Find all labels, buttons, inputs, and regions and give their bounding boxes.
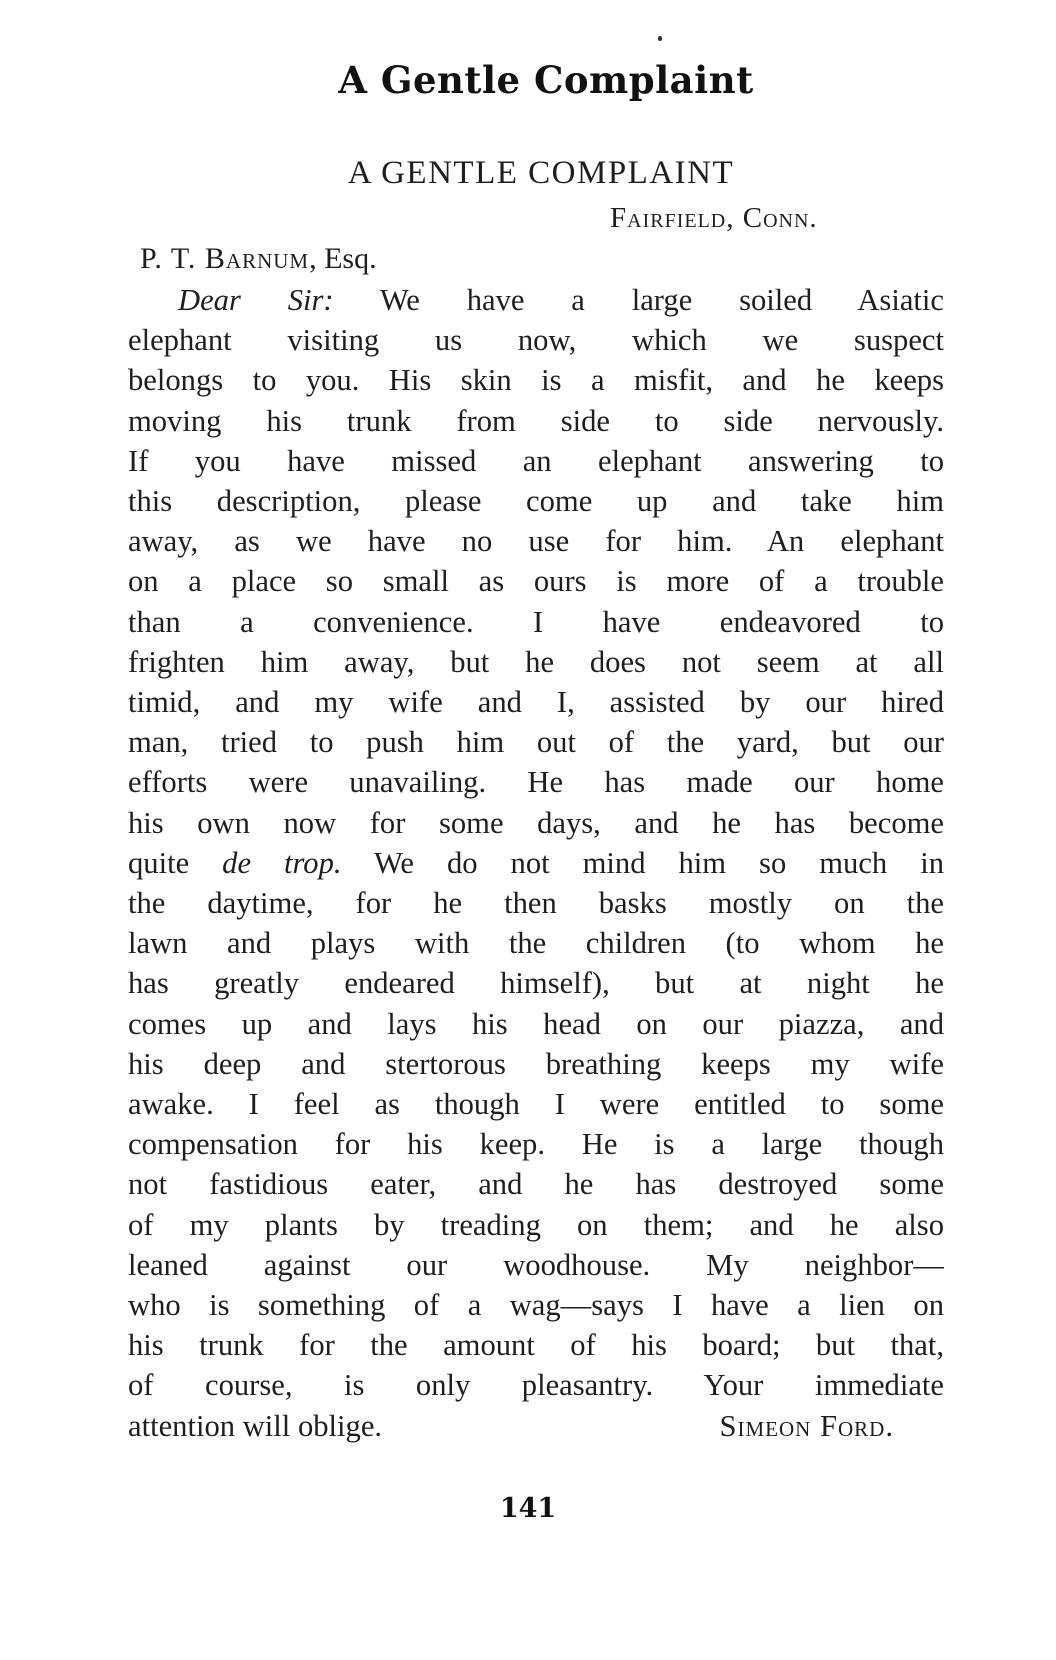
body-line: timid, and my wife and I, assisted by our hired <box>128 685 944 720</box>
body-line: attention will oblige. Simeon Ford. <box>128 1406 944 1446</box>
body-line: his own now for some days, and he has become <box>128 805 944 840</box>
ink-speck <box>658 36 662 41</box>
body-line: of course, is only pleasantry. Your immediate <box>128 1368 944 1403</box>
body-line: has greatly endeared himself), but at night he <box>128 966 944 1001</box>
body-line: who is something of a wag—says I have a lien on <box>128 1288 944 1323</box>
signature: Simeon Ford. <box>719 1408 894 1443</box>
body-line: man, tried to push him out of the yard, but our <box>128 725 944 760</box>
body-line: the daytime, for he then basks mostly on the <box>128 886 944 921</box>
body-line: of my plants by treading on them; and he also <box>128 1207 944 1242</box>
body-line: belongs to you. His skin is a misfit, and he keeps <box>128 363 944 398</box>
body-line: awake. I feel as though I were entitled to some <box>128 1087 944 1122</box>
body-line: efforts were unavailing. He has made our home <box>128 765 944 800</box>
body-line: his trunk for the amount of his board; but that, <box>128 1328 944 1363</box>
letter-body <box>128 280 944 1446</box>
salutation: Dear Sir: <box>178 283 334 317</box>
body-line: If you have missed an elephant answering to <box>128 443 944 478</box>
body-line: this description, please come up and take him <box>128 484 944 519</box>
body-line: comes up and lays his head on our piazza, and <box>128 1006 944 1041</box>
page-number: 141 <box>499 1493 557 1524</box>
body-line: compensation for his keep. He is a large though <box>128 1127 944 1162</box>
body-line: leaned against our woodhouse. My neighbor— <box>128 1247 944 1282</box>
letter-addressee <box>140 242 377 276</box>
body-line: Dear Sir: We have a large soiled Asiatic <box>178 283 944 317</box>
body-line: away, as we have no use for him. An elephant <box>128 524 944 559</box>
body-line: not fastidious eater, and he has destroyed some <box>128 1167 944 1202</box>
body-line: on a place so small as ours is more of a trouble <box>128 564 944 599</box>
body-line: frighten him away, but he does not seem at all <box>128 644 944 679</box>
body-line: moving his trunk from side to side nervously. <box>128 403 944 438</box>
addressee-name: P. T. Barnum <box>140 242 310 275</box>
body-line: elephant visiting us now, which we suspect <box>128 323 944 358</box>
body-line: quite de trop. We do not mind him so much in <box>128 845 944 880</box>
article-title: A GENTLE COMPLAINT <box>347 155 735 191</box>
running-head: A Gentle Complaint <box>338 58 754 102</box>
body-line: his deep and stertorous breathing keeps my wife <box>128 1046 944 1081</box>
emphasis-de-trop: de trop. <box>222 845 342 880</box>
body-line: than a convenience. I have endeavored to <box>128 604 944 639</box>
body-line: lawn and plays with the children (to whom he <box>128 926 944 961</box>
letter-place: Fairfield, Conn. <box>610 202 818 234</box>
addressee-suffix: , Esq. <box>309 242 377 275</box>
